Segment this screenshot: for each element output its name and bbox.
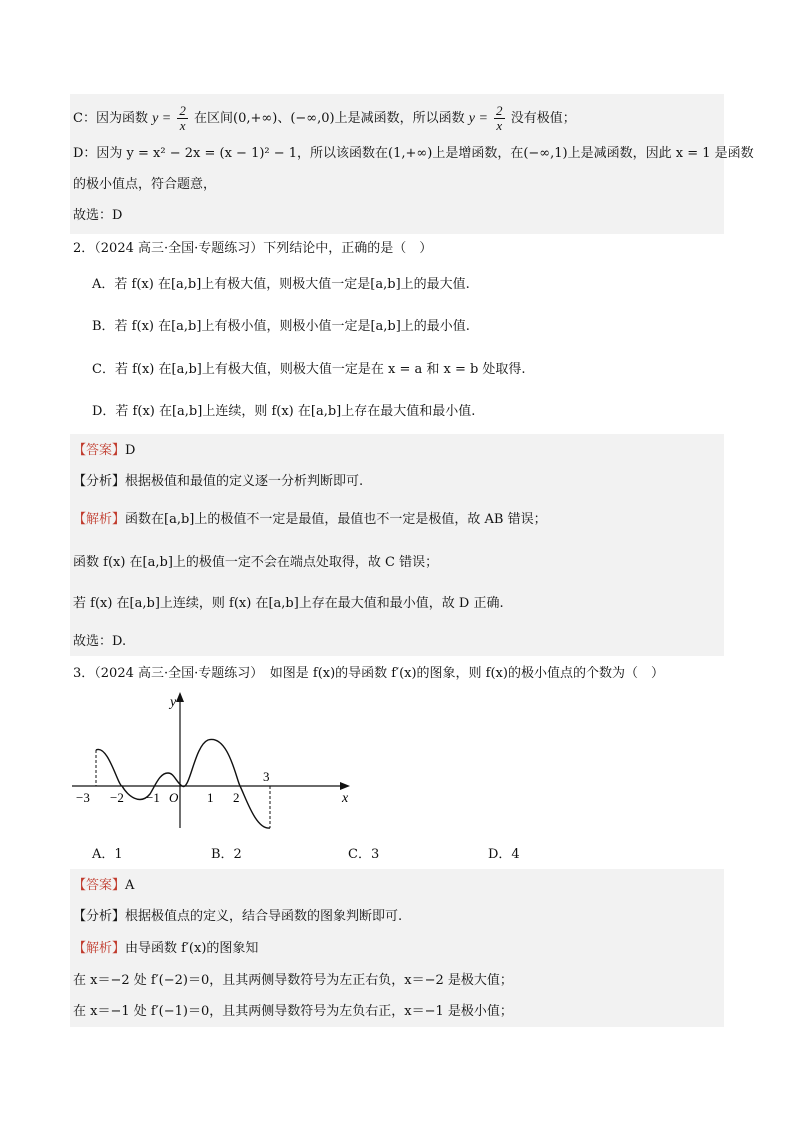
choice-a: A．1 <box>92 847 123 862</box>
choice-d: D．4 <box>488 847 520 862</box>
tick-label-1: 1 <box>207 790 214 805</box>
derivative-graph <box>60 688 360 838</box>
origin-label: O <box>169 790 179 805</box>
tick-label-2: 2 <box>233 790 240 805</box>
x-axis-label: x <box>342 791 349 806</box>
option-b: B．若 f(x) 在[a,b]上有极小值，则极小值一定是[a,b]上的最小值. <box>92 319 470 334</box>
x-axis-arrow <box>340 782 350 790</box>
solution-block-2 <box>70 434 724 656</box>
jiexi-line-2b: 函数 f(x) 在[a,b]上的极值一定不会在端点处取得，故 C 错误； <box>73 555 439 570</box>
tick-label-3: 3 <box>263 769 270 784</box>
choice-c: C．3 <box>348 847 380 862</box>
jiexi-line-3a: 【解析】由导函数 f′(x)的图象知 <box>73 941 259 956</box>
fraction-2-over-x: $\frac{2}{x}$ <box>179 103 186 133</box>
solution-d-line-1: D：因为 y = x² − 2x = (x − 1)² − 1，所以该函数在(1,+∞)上是增函数，在(−∞,1)上是减函数，因此 x = 1 是函数 <box>73 146 754 161</box>
jiexi-line-2a: 【解析】函数在[a,b]上的极值不一定是最值，最值也不一定是极值，故 AB 错误； <box>73 512 547 527</box>
jiexi-line-3c: 在 x＝−1 处 f′(−1)＝0，且其两侧导数符号为左负右正，x＝−1 是极小值； <box>73 1004 513 1019</box>
solution-d-line-2: 的极小值点，符合题意， <box>73 177 217 192</box>
choice-line-2: 故选：D. <box>73 634 127 649</box>
derivative-curve <box>96 739 270 828</box>
jiexi-line-3b: 在 x＝−2 处 f′(−2)＝0，且其两侧导数符号为左正右负，x＝−2 是极大值； <box>73 973 513 988</box>
option-a: A．若 f(x) 在[a,b]上有极大值，则极大值一定是[a,b]上的最大值. <box>92 277 470 292</box>
tick-label-neg2: −2 <box>110 790 124 805</box>
option-c: C．若 f(x) 在[a,b]上有极大值，则极大值一定是在 x = a 和 x = b 处取得. <box>92 362 526 377</box>
y-axis-arrow <box>176 692 184 702</box>
solution-choice-1: 故选：D <box>73 208 123 223</box>
fraction-2-over-x-second: $\frac{2}{x}$ <box>496 103 503 133</box>
jiexi-line-2c: 若 f(x) 在[a,b]上连续，则 f(x) 在[a,b]上存在最大值和最小值，故 D 正确. <box>73 596 504 611</box>
choice-b: B．2 <box>211 847 242 862</box>
analysis-line-2: 【分析】根据极值和最值的定义逐一分析判断即可. <box>73 474 364 489</box>
option-d: D．若 f(x) 在[a,b]上连续，则 f(x) 在[a,b]上存在最大值和最小值. <box>92 404 476 419</box>
answer-line-2: 【答案】D <box>73 443 136 458</box>
answer-line-3: 【答案】A <box>73 878 135 893</box>
analysis-line-3: 【分析】根据极值点的定义，结合导函数的图象判断即可. <box>73 909 403 924</box>
solution-c-line: C：因为函数 y = $\frac{2}{x}$ 在区间(0,+∞)、(−∞,0)上是减函数，所以函数 y = $\frac{2}{x}$ 没有极值； <box>73 103 576 133</box>
question-3-stem: 3．（2024 高三·全国·专题练习） 如图是 f(x)的导函数 f′(x)的图象，则 f(x)的极小值点的个数为（ ） <box>73 666 664 681</box>
tick-label-neg3: −3 <box>76 790 90 805</box>
y-axis-label: y <box>170 695 177 710</box>
question-2-stem: 2．（2024 高三·全国·专题练习）下列结论中，正确的是（ ） <box>73 241 433 256</box>
tick-label-neg1: −1 <box>146 790 160 805</box>
